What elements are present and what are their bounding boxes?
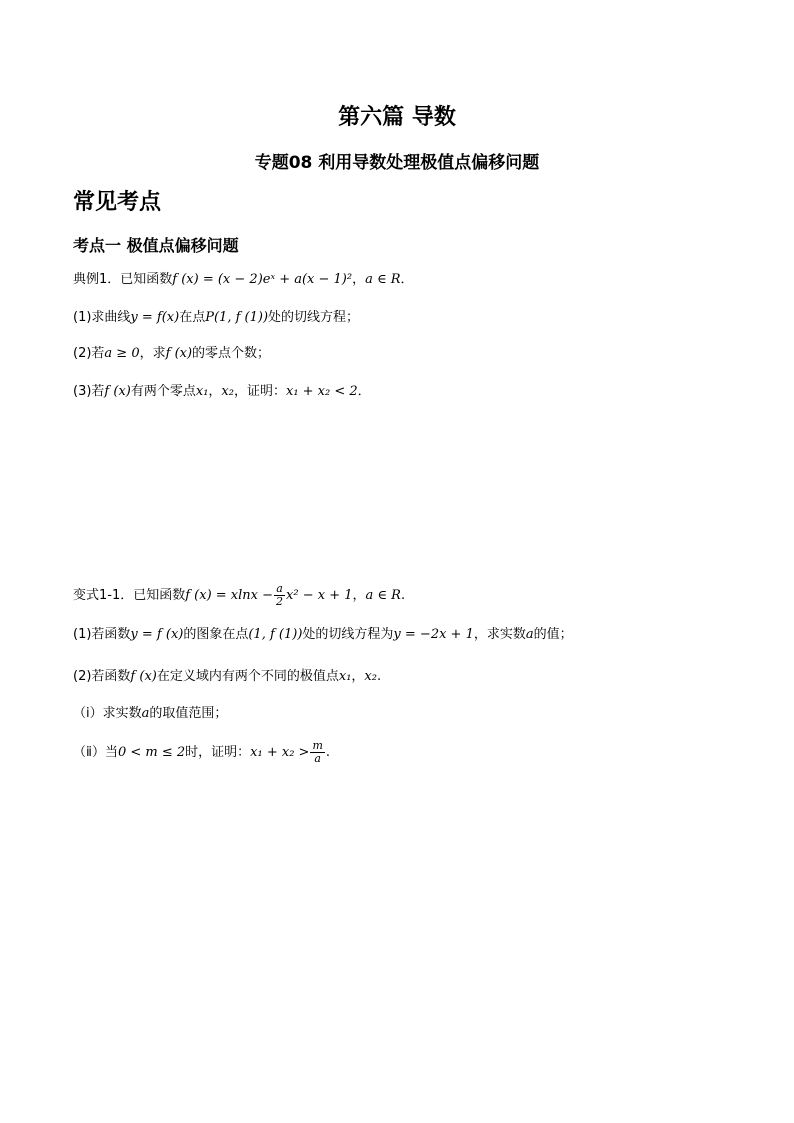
v-sub-ii-mid: 时，证明： bbox=[185, 745, 251, 760]
variant1-prefix: 变式1-1．已知函数 bbox=[73, 588, 186, 603]
q1-prefix: (1)求曲线 bbox=[73, 310, 131, 325]
q3-mid: 有两个零点 bbox=[130, 384, 196, 399]
fraction-numerator: a bbox=[274, 583, 285, 596]
q3-inequality: x₁ + x₂ < 2 bbox=[285, 384, 358, 399]
q1-curve: y = f(x) bbox=[130, 310, 180, 325]
q3-x1: x₁ bbox=[195, 384, 209, 399]
v-q1-end: 的值； bbox=[533, 627, 573, 642]
q1-mid: 在点 bbox=[179, 310, 206, 325]
section-subheading: 考点一 极值点偏移问题 bbox=[73, 236, 239, 255]
v-q1-line: y = −2x + 1 bbox=[393, 627, 474, 642]
q3-prefix: (3)若 bbox=[73, 384, 105, 399]
variant1-domain: a ∈ R bbox=[365, 588, 401, 603]
variant1-sep: ， bbox=[352, 588, 366, 603]
example1-sep: ， bbox=[352, 272, 366, 287]
v-q2-sep: ， bbox=[351, 669, 365, 684]
v-q1-mid3: ，求实数 bbox=[473, 627, 526, 642]
v-q2-x2: x₂ bbox=[364, 669, 377, 684]
q2-cond: a ≥ 0 bbox=[104, 346, 140, 361]
v-sub-i-end: 的取值范围； bbox=[149, 706, 228, 721]
v-q2-x1: x₁ bbox=[338, 669, 352, 684]
q2-mid: ，求 bbox=[139, 346, 166, 361]
v-q2-end: . bbox=[376, 669, 382, 684]
example1-statement bbox=[73, 270, 414, 290]
variant1-question-1 bbox=[73, 625, 573, 645]
variant1-question-2 bbox=[73, 667, 381, 687]
fraction-numerator: m bbox=[312, 739, 323, 752]
v-q1-curve: y = f (x) bbox=[130, 627, 184, 642]
q3-x2: x₂ bbox=[221, 384, 234, 399]
q3-end: ． bbox=[357, 384, 371, 399]
page-subtitle: 专题08 利用导数处理极值点偏移问题 bbox=[254, 153, 540, 173]
v-q2-func: f (x) bbox=[130, 669, 157, 684]
page-title: 第六篇 导数 bbox=[338, 105, 456, 130]
v-q1-mid: 的图象在点 bbox=[183, 627, 249, 642]
q3-proof: ，证明： bbox=[233, 384, 286, 399]
section-heading: 常见考点 bbox=[73, 190, 162, 215]
example1-end: ． bbox=[400, 272, 414, 287]
variant1-subquestion-ii bbox=[73, 740, 330, 765]
v-sub-i-var: a bbox=[141, 706, 150, 721]
example1-question-1 bbox=[73, 308, 359, 328]
v-q1-var: a bbox=[525, 627, 534, 642]
q2-func: f (x) bbox=[165, 346, 193, 361]
v-q2-mid: 在定义域内有两个不同的极值点 bbox=[156, 669, 339, 684]
example1-domain: a ∈ R bbox=[365, 272, 401, 287]
v-q1-point: (1, f (1)) bbox=[248, 627, 303, 642]
example1-function: f (x) = (x − 2)eˣ + a(x − 1)² bbox=[172, 272, 353, 287]
example1-question-2 bbox=[73, 344, 270, 364]
v-q1-mid2: 处的切线方程为 bbox=[302, 627, 394, 642]
example1-prefix: 典例1．已知函数 bbox=[73, 272, 173, 287]
v-q1-prefix: (1)若函数 bbox=[73, 627, 131, 642]
fraction-denominator: a bbox=[314, 752, 321, 765]
fraction-denominator: 2 bbox=[276, 595, 284, 608]
v-sub-ii-inequality: x₁ + x₂ > bbox=[250, 745, 310, 760]
v-sub-ii-cond: 0 < m ≤ 2 bbox=[117, 745, 186, 760]
variant1-func-left: f (x) = xlnx − bbox=[185, 588, 274, 603]
q2-end: 的零点个数； bbox=[192, 346, 271, 361]
q3-sep: ， bbox=[208, 384, 222, 399]
v-sub-ii-end: . bbox=[325, 745, 331, 760]
v-sub-i-prefix: （ⅰ）求实数 bbox=[73, 706, 142, 721]
variant1-func-right: x² − x + 1 bbox=[286, 588, 353, 603]
example1-question-3 bbox=[73, 382, 371, 402]
variant1-end: . bbox=[400, 588, 406, 603]
v-q2-prefix: (2)若函数 bbox=[73, 669, 131, 684]
variant1-fraction bbox=[274, 583, 285, 608]
q3-func: f (x) bbox=[104, 384, 131, 399]
variant1-statement bbox=[73, 583, 405, 608]
q2-prefix: (2)若 bbox=[73, 346, 105, 361]
q1-end: 处的切线方程； bbox=[268, 310, 360, 325]
variant1-subquestion-i bbox=[73, 704, 227, 724]
v-sub-ii-prefix: （ⅱ）当 bbox=[73, 745, 118, 760]
v-sub-ii-fraction bbox=[310, 740, 324, 765]
q1-point: P(1, f (1)) bbox=[205, 310, 269, 325]
